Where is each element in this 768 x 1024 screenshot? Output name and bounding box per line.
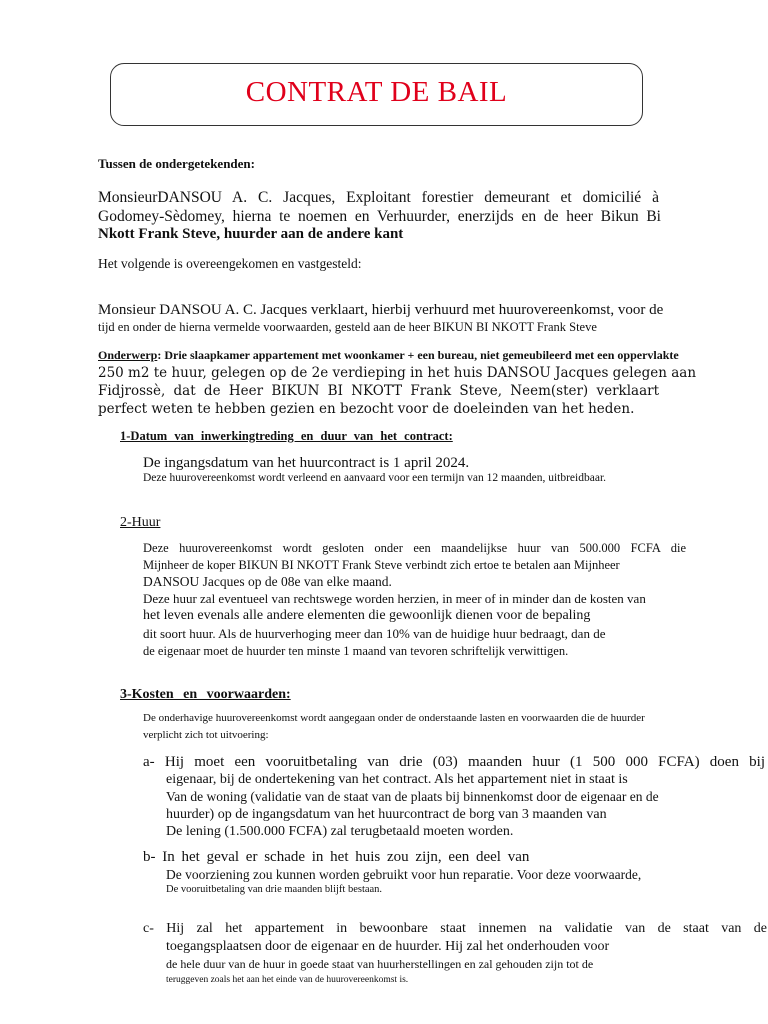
declaration-line-2: tijd en onder de hierna vermelde voorwaarden, gesteld aan de heer BIKUN BI NKOTT Frank Steve [98, 320, 597, 334]
section3-heading [120, 687, 291, 703]
section2-line-5: het leven evenals alle andere elementen die gewoonlijk dienen voor de bepaling [143, 608, 591, 623]
parties-line-1: MonsieurDANSOU A. C. Jacques, Exploitant forestier demeurant et domicilié à [98, 189, 659, 206]
item-c-line-3: de hele duur van de huur in goede staat van huurherstellingen en zal gehouden zijn tot de [166, 957, 594, 971]
declaration-line-1: Monsieur DANSOU A. C. Jacques verklaart, hierbij verhuurd met huurovereenkomst, voor de [98, 302, 664, 318]
section1-heading: 1-Datum van inwerkingtreding en duur van het contract: [120, 429, 453, 443]
item-a-line-4: huurder) op de ingangsdatum van het huurcontract de borg van 3 maanden van [166, 807, 607, 822]
section2-line-3: DANSOU Jacques op de 08e van elke maand. [143, 574, 392, 589]
section3-intro-1: De onderhavige huurovereenkomst wordt aangegaan onder de onderstaande lasten en voorwaarden die de huurder [143, 712, 645, 724]
section2-line-1: Deze huurovereenkomst wordt gesloten onder een maandelijkse huur van 500.000 FCFA die [143, 541, 686, 555]
parties-line-2: Godomey-Sèdomey, hierna te noemen en Verhuurder, enerzijds en de heer Bikun Bi [98, 208, 661, 225]
item-a-line-5: De lening (1.500.000 FCFA) zal terugbetaald moeten worden. [166, 824, 514, 839]
item-a-line-3: Van de woning (validatie van de staat van de plaats bij binnenkomst door de eigenaar en de [166, 789, 659, 804]
item-b-line-3: De vooruitbetaling van drie maanden blijft bestaan. [166, 884, 383, 895]
item-a-line-2: eigenaar, bij de ondertekening van het contract. Als het appartement niet in staat is [166, 772, 628, 787]
title-box [110, 63, 643, 126]
item-c-line-4: teruggeven zoals het aan het einde van de huurovereenkomst is. [166, 975, 409, 985]
item-c-line-2: toegangsplaatsen door de eigenaar en de huurder. Hij zal het onderhouden voor [166, 939, 610, 954]
section1-line-2: Deze huurovereenkomst wordt verleend en aanvaard voor een termijn van 12 maanden, uitbreidbaar. [143, 472, 607, 484]
item-b-line-1: b- In het geval er schade in het huis zou zijn, een deel van [143, 849, 530, 865]
intro-label: Tussen de ondergetekenden: [98, 156, 255, 171]
subject-line-2: Fidjrossè, dat de Heer BIKUN BI NKOTT Frank Steve, Neem(ster) verklaart [98, 383, 660, 399]
item-c-line-1: c- Hij zal het appartement in bewoonbare staat innemen na validatie van de staat van de [143, 921, 767, 936]
item-a-line-1: a- Hij moet een vooruitbetaling van drie (03) maanden huur (1 500 000 FCFA) doen bij [143, 754, 765, 770]
section2-line-7: de eigenaar moet de huurder ten minste 1 maand van tevoren schriftelijk verwittigen. [143, 644, 569, 658]
subject-text: : Drie slaapkamer appartement met woonkamer + een bureau, niet gemeubileerd met een oppervlakte [157, 348, 679, 362]
subject-line [98, 348, 679, 363]
agreed-text: Het volgende is overeengekomen en vastgesteld: [98, 256, 362, 271]
section2-line-6: dit soort huur. Als de huurverhoging meer dan 10% van de huidige huur bedraagt, dan de [143, 626, 606, 641]
section3-heading-text: 3-Kosten en voorwaarden: [120, 687, 291, 702]
subject-line-3: perfect weten te hebben gezien en bezocht voor de doeleinden van het heden. [98, 401, 635, 417]
section2-line-4: Deze huur zal eventueel van rechtswege worden herzien, in meer of in minder dan de kosten van [143, 591, 646, 606]
section2-line-2: Mijnheer de koper BIKUN BI NKOTT Frank Steve verbindt zich ertoe te betalen aan Mijnheer [143, 558, 620, 572]
section3-intro-2: verplicht zich tot uitvoering: [143, 729, 269, 741]
document-title: CONTRAT DE BAIL [245, 76, 508, 108]
subject-label: Onderwerp [98, 348, 158, 362]
item-b-line-2: De voorziening zou kunnen worden gebruikt voor hun reparatie. Voor deze voorwaarde, [166, 867, 642, 882]
subject-line-1: 250 m2 te huur, gelegen op de 2e verdieping in het huis DANSOU Jacques gelegen aan [98, 365, 697, 381]
parties-line-3: Nkott Frank Steve, huurder aan de andere kant [98, 226, 404, 242]
section1-line-1: De ingangsdatum van het huurcontract is 1 april 2024. [143, 455, 470, 471]
section2-heading: 2-Huur [120, 515, 161, 530]
